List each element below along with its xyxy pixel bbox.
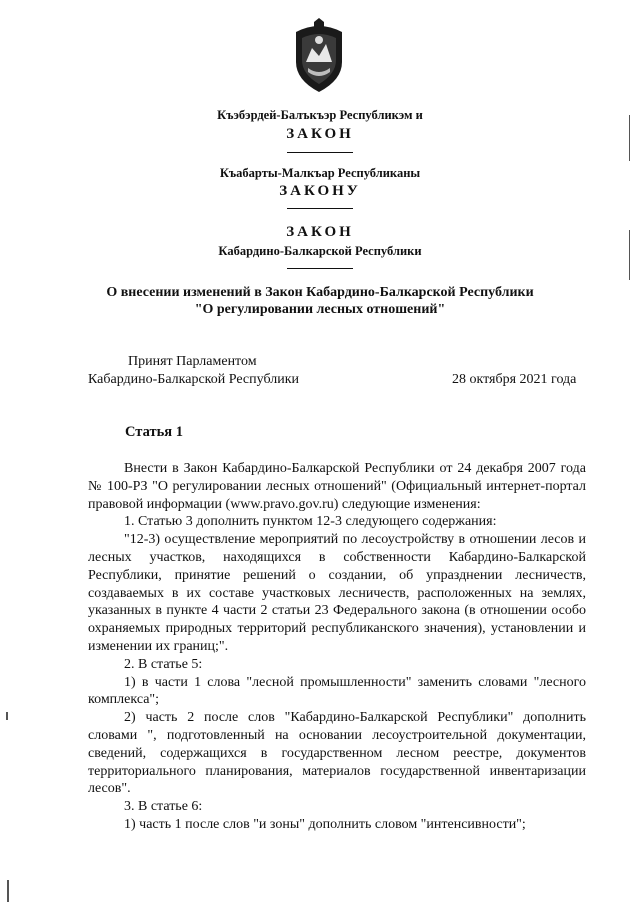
- law-title-line2: "О регулировании лесных отношений": [194, 302, 446, 317]
- ru-republic-label: Кабардино-Балкарской Республики: [218, 244, 422, 258]
- divider: [287, 268, 353, 269]
- paragraph: "12-3) осуществление мероприятий по лесоустройству в отношении лесов и лесных участков, находящихся в собственности Кабардино-Балкарской Республики, принятие решений о создании, об упразднении лесничеств, создаваемых в их составе участковых лесничеств, расположенных на землях, указанных в пункте 4 части 2 статьи 23 Федерального закона (в отношении особо охраняемых природных территорий республиканского значения), установлении и изменении их границ;".: [88, 532, 586, 654]
- kbr-republic-label: Къэбэрдей-Балъкъэр Республикэм и: [217, 108, 423, 122]
- paragraph: 1) часть 1 после слов "и зоны" дополнить словом "интенсивности";: [124, 816, 526, 832]
- paragraph: Внести в Закон Кабардино-Балкарской Республики от 24 декабря 2007 года № 100-РЗ "О регулировании лесных отношений" (Официальный интернет-портал правовой информации (www.pravo.gov.ru) следующие изменения:: [88, 461, 586, 512]
- kb-republic-label: Къабарты-Малкъар Республиканы: [219, 166, 421, 180]
- scan-mark: [6, 712, 8, 720]
- article-heading: Статья 1: [125, 424, 183, 440]
- paragraph: 1. Статью 3 дополнить пунктом 12-3 следующего содержания:: [124, 514, 497, 530]
- adopted-by-parliament: Кабардино-Балкарской Республики: [88, 372, 299, 387]
- ru-law-heading: ЗАКОН: [286, 224, 354, 240]
- divider: [287, 152, 353, 153]
- divider: [287, 208, 353, 209]
- scan-mark: [629, 230, 630, 280]
- scan-mark: [7, 880, 9, 902]
- adopted-by-label: Принят Парламентом: [128, 354, 257, 369]
- law-title-line1: О внесении изменений в Закон Кабардино-Балкарской Республики: [106, 285, 534, 300]
- coat-of-arms-emblem: [290, 18, 348, 94]
- kb-law-heading: ЗАКОНУ: [279, 183, 361, 199]
- paragraph: 2. В статье 5:: [124, 656, 203, 672]
- paragraph: 2) часть 2 после слов "Кабардино-Балкарской Республики" дополнить словами ", подготовленный на основании лесоустроительной документации, сведений, содержащихся в государственном лесном реестре, документов территориального планирования, материалов государственной инвентаризации лесов".: [88, 710, 586, 797]
- adoption-date: 28 октября 2021 года: [452, 372, 577, 387]
- scan-mark: [629, 115, 630, 161]
- kbr-law-heading: ЗАКОН: [286, 126, 354, 142]
- article-body: [88, 460, 586, 834]
- paragraph: 1) в части 1 слова "лесной промышленности" заменить словами "лесного комплекса";: [88, 674, 586, 708]
- paragraph: 3. В статье 6:: [124, 799, 203, 815]
